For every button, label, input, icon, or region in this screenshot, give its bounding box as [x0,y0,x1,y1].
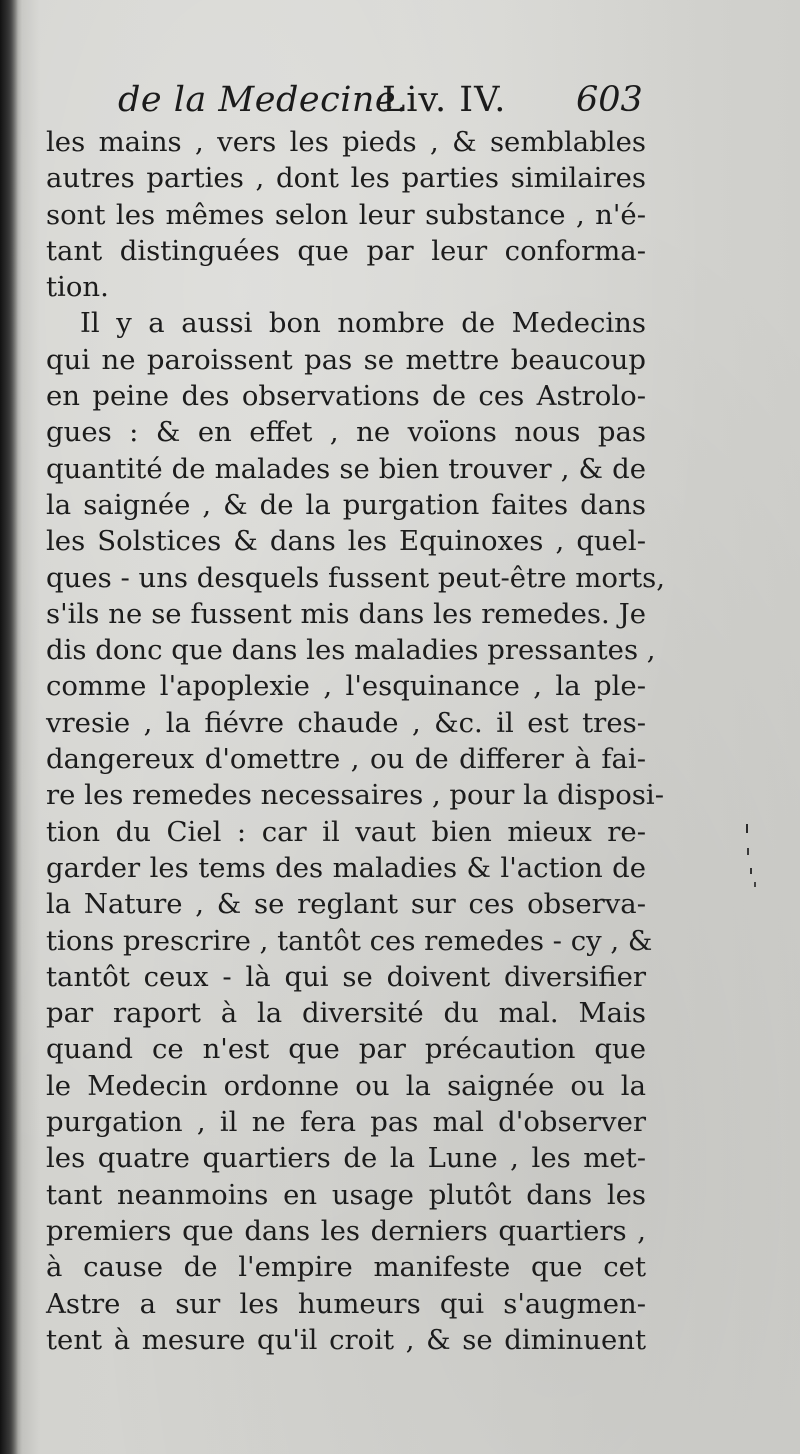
text-line: quantité de malades se bien trouver , & de [46,452,646,485]
running-title: de la Medecine. [118,80,408,120]
page-number: 603 [576,80,643,120]
text-line: dangereux d'omettre , ou de differer à fai- [46,743,646,776]
text-line: le Medecin ordonne ou la saignée ou la [46,1069,646,1102]
body-text [46,124,665,1358]
page-gutter-shadow [0,0,18,1454]
text-line: les Solstices & dans les Equinoxes , quel- [46,525,646,558]
text-line: en peine des observations de ces Astrolo- [46,380,646,413]
text-line: garder les tems des maladies & l'action de [46,851,646,884]
text-line: gues : & en effet , ne voïons nous pas [46,416,646,449]
text-line: tantôt ceux - là qui se doivent diversifier [46,960,646,993]
text-line: à cause de l'empire manifeste que cet [46,1251,646,1284]
text-line: les mains , vers les pieds , & semblables [46,126,646,158]
text-line: quand ce n'est que par précaution que [46,1033,646,1066]
text-line: sont les mêmes selon leur substance , n'é- [46,198,646,231]
text-line: tion. [46,271,109,304]
text-line: tant neanmoins en usage plutôt dans les [46,1178,646,1211]
text-line: qui ne paroissent pas se mettre beaucoup [46,343,646,376]
text-line: autres parties , dont les parties similaires [46,162,646,195]
text-line: les quatre quartiers de la Lune , les met- [46,1142,646,1175]
text-line: comme l'apoplexie , l'esquinance , la ple- [46,670,646,703]
text-line: premiers que dans les derniers quartiers , [46,1214,646,1247]
text-line: s'ils ne se fussent mis dans les remedes. Je [46,597,646,630]
book-number: Liv. IV. [382,80,507,120]
text-line: la Nature , & se reglant sur ces observa- [46,888,646,921]
text-line: tions prescrire , tantôt ces remedes - cy , & [46,924,653,957]
paragraph-start-line: Il y a aussi bon nombre de Medecins [80,307,646,340]
text-line: tent à mesure qu'il croit , & se diminuent [46,1323,646,1356]
text-line: la saignée , & de la purgation faites dans [46,488,646,521]
text-line: vresie , la fiévre chaude , &c. il est tres- [46,706,646,739]
text-line: dis donc que dans les maladies pressantes , [46,634,656,667]
text-line: tion du Ciel : car il vaut bien mieux re- [46,815,646,848]
text-line: par raport à la diversité du mal. Mais [46,997,646,1030]
text-line: re les remedes necessaires , pour la disposi- [46,779,664,812]
text-line: Astre a sur les humeurs qui s'augmen- [46,1287,646,1320]
text-line: tant distinguées que par leur conforma- [46,234,646,267]
text-line: purgation , il ne fera pas mal d'observer [46,1106,646,1139]
paper-specks [740,818,770,898]
running-header [118,80,798,128]
text-line: ques - uns desquels fussent peut-être morts, [46,561,665,594]
